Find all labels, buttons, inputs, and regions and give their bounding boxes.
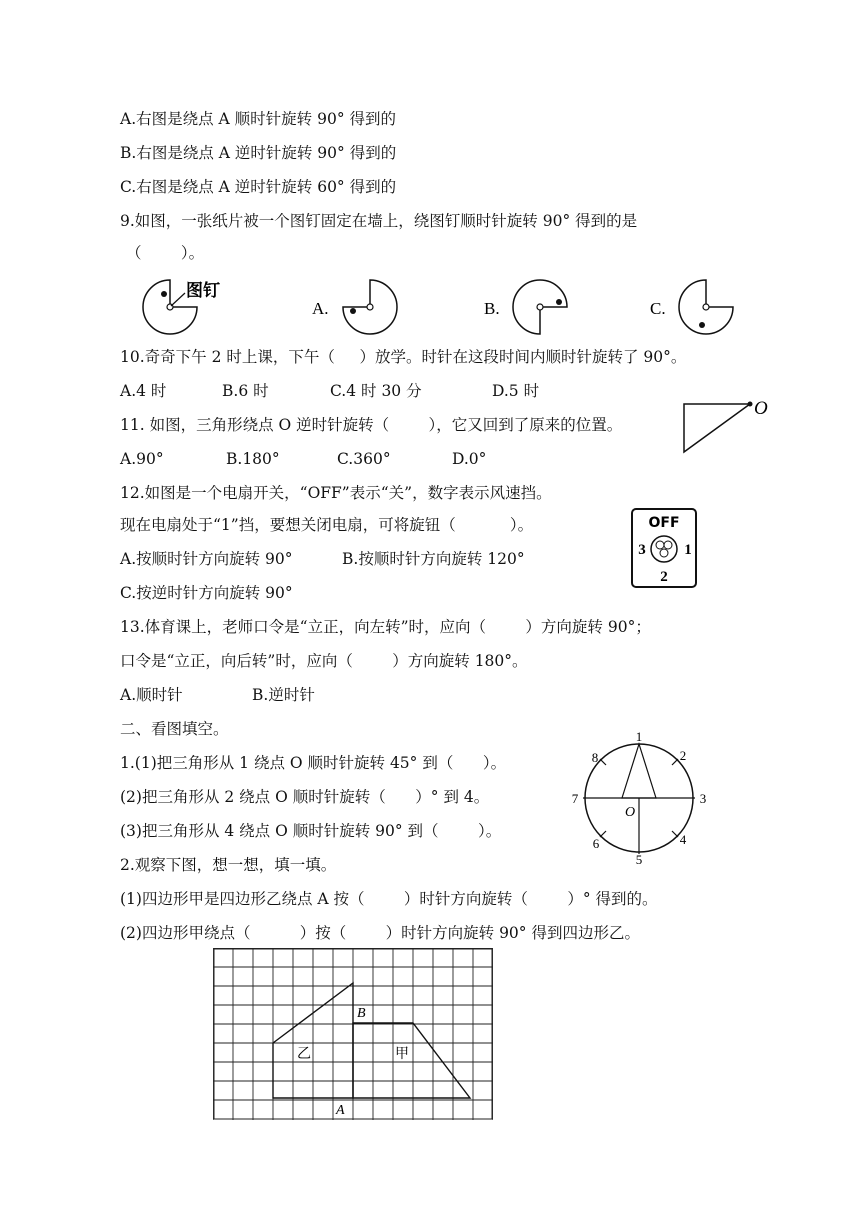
q9-figures	[140, 274, 760, 340]
clock-label-3: 3	[699, 791, 707, 806]
q11-opt-b: B.180°	[226, 450, 280, 468]
switch-1-label: 1	[684, 542, 692, 558]
switch-2-label: 2	[660, 569, 668, 585]
q11-opt-c: C.360°	[337, 450, 391, 468]
clock-label-2: 2	[679, 748, 687, 763]
q13-opt-a: A.顺时针	[120, 686, 183, 704]
grid-quadrilaterals-figure	[213, 948, 493, 1120]
fill1-b: (2)把三角形从 2 绕点 O 顺时针旋转（ ）° 到 4。	[120, 788, 490, 806]
clock-label-8: 8	[591, 750, 599, 765]
clock-label-1: 1	[635, 730, 643, 744]
q10-opt-c: C.4 时 30 分	[330, 382, 422, 400]
clock-dial-figure	[566, 730, 716, 866]
label-b: B	[357, 1006, 366, 1021]
q12-opt-c: C.按逆时针方向旋转 90°	[120, 584, 293, 602]
fill1-c: (3)把三角形从 4 绕点 O 顺时针旋转 90° 到（ ）。	[120, 822, 502, 840]
section-2-heading: 二、看图填空。	[120, 720, 229, 738]
q13-opt-b: B.逆时针	[252, 686, 315, 704]
switch-off-label: OFF	[648, 515, 680, 531]
q9-opt-b-label: B.	[484, 299, 500, 318]
q10-stem: 10.奇奇下午 2 时上课，下午（ ）放学。时针在这段时间内顺时针旋转了 90°。	[120, 348, 687, 366]
clock-label-7: 7	[571, 791, 579, 806]
q12-stem-2: 现在电扇处于“1”挡，要想关闭电扇，可将旋钮（ ）。	[120, 516, 534, 534]
q8-option-b: B.右图是绕点 A 逆时针旋转 90° 得到的	[120, 144, 397, 162]
q11-opt-d: D.0°	[452, 450, 487, 468]
q9-blank: （ ）。	[126, 244, 205, 262]
q8-option-c: C.右图是绕点 A 逆时针旋转 60° 得到的	[120, 178, 397, 196]
label-yi: 乙	[297, 1046, 311, 1062]
q12-stem-1: 12.如图是一个电扇开关，“OFF”表示“关”，数字表示风速挡。	[120, 484, 552, 502]
label-a: A	[336, 1103, 345, 1118]
switch-3-label: 3	[638, 542, 646, 558]
q10-opt-d: D.5 时	[492, 382, 540, 400]
fill2-stem: 2.观察下图，想一想，填一填。	[120, 856, 337, 874]
q10-opt-a: A.4 时	[120, 382, 167, 400]
q8-option-a: A.右图是绕点 A 顺时针旋转 90° 得到的	[120, 110, 396, 128]
q9-opt-c-label: C.	[650, 299, 666, 318]
q13-stem-2: 口令是“立正，向后转”时，应向（ ）方向旋转 180°。	[120, 652, 528, 670]
q13-stem-1: 13.体育课上，老师口令是“立正，向左转”时，应向（ ）方向旋转 90°；	[120, 618, 651, 636]
clock-label-6: 6	[592, 836, 600, 851]
q9-opt-a-label: A.	[312, 299, 329, 318]
q11-opt-a: A.90°	[120, 450, 164, 468]
q10-opt-b: B.6 时	[222, 382, 269, 400]
fill2-a: (1)四边形甲是四边形乙绕点 A 按（ ）时针方向旋转（ ）° 得到的。	[120, 890, 658, 908]
clock-label-4: 4	[679, 832, 687, 847]
q12-opt-b: B.按顺时针方向旋转 120°	[342, 550, 525, 568]
label-jia: 甲	[395, 1046, 409, 1062]
q12-opt-a: A.按顺时针方向旋转 90°	[120, 550, 293, 568]
q11-point-o: O	[754, 398, 768, 419]
clock-label-5: 5	[635, 852, 643, 866]
clock-center-o: O	[625, 805, 636, 820]
fan-switch-figure	[630, 507, 700, 591]
q9-stem: 9.如图，一张纸片被一个图钉固定在墙上，绕图钉顺时针旋转 90° 得到的是	[120, 212, 638, 230]
pin-label: 图钉	[186, 281, 220, 301]
q11-stem: 11. 如图，三角形绕点 O 逆时针旋转（ ），它又回到了原来的位置。	[120, 416, 623, 434]
fill2-b: (2)四边形甲绕点（ ）按（ ）时针方向旋转 90° 得到四边形乙。	[120, 924, 640, 942]
q11-triangle-figure	[680, 396, 780, 458]
fill1-a: 1.(1)把三角形从 1 绕点 O 顺时针旋转 45° 到（ ）。	[120, 754, 507, 772]
